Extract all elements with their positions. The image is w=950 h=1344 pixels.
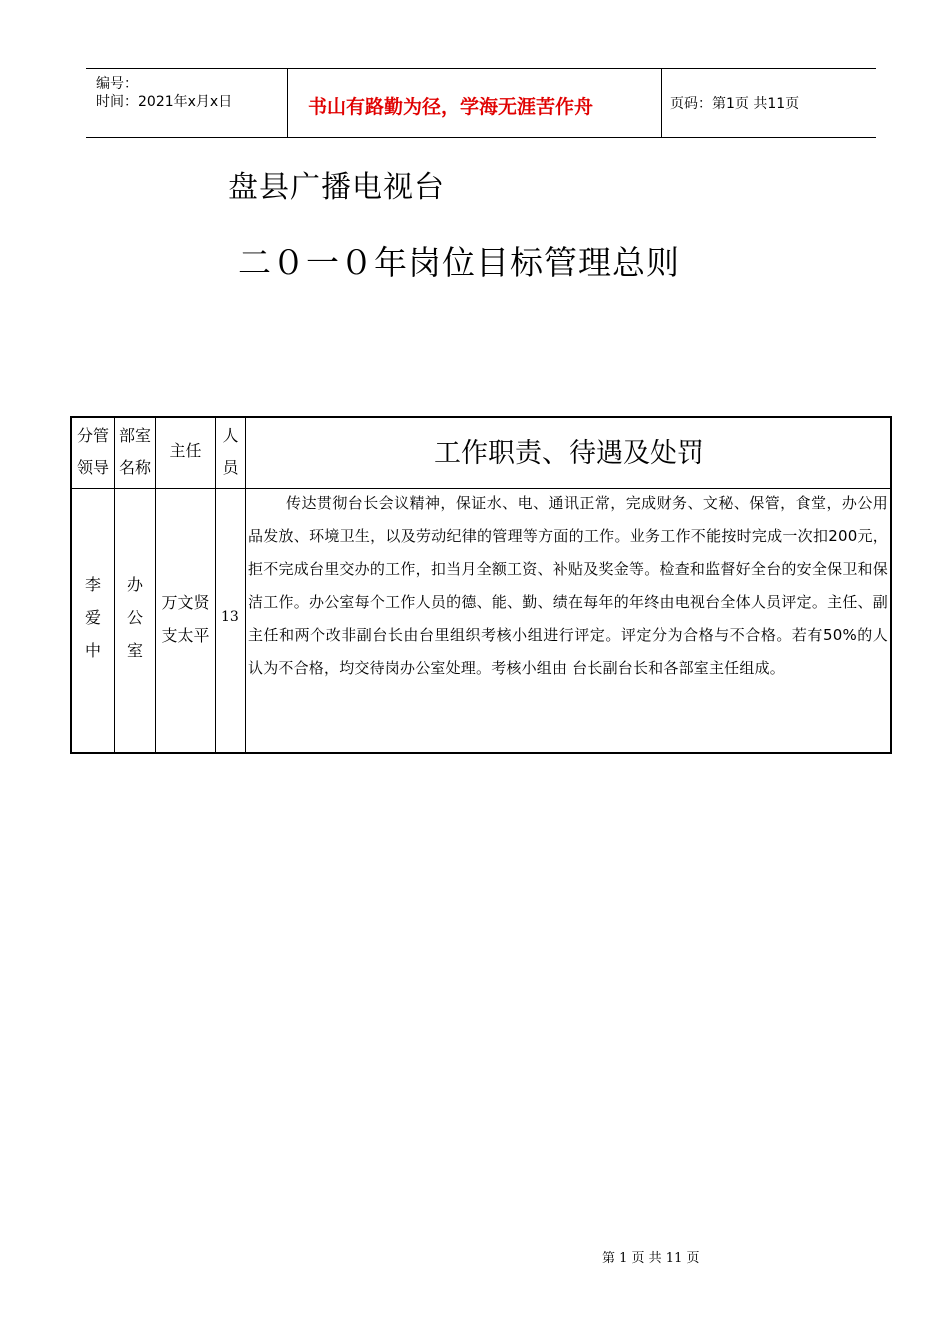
document-title-line2: 二０一０年岗位目标管理总则: [238, 243, 680, 282]
header-dept: [115, 420, 155, 484]
header-staff-line2: 员: [222, 458, 239, 477]
document-header: [86, 68, 876, 138]
header-duties: 工作职责、待遇及处罚: [434, 438, 704, 469]
header-leader: [72, 420, 114, 484]
director-name: 支太平: [161, 626, 210, 645]
header-meta: [86, 69, 288, 137]
cell-staff: 13: [221, 609, 239, 625]
dept-char: 办: [126, 575, 143, 594]
cell-leader: [72, 568, 114, 667]
number-label: 编号：: [96, 76, 138, 92]
dept-char: 公: [126, 608, 143, 627]
leader-char: 爱: [84, 608, 101, 627]
cell-duties: 传达贯彻台长会议精神，保证水、电、通讯正常，完成财务、文秘、保管，食堂，办公用品发放、环境卫生，以及劳动纪律的管理等方面的工作。业务工作不能按时完成一次扣200元，拒不完成台里交办的工作，扣当月全额工资、补贴及奖金等。检查和监督好全台的安全保卫和保洁工作。办公室每个工作人员的德、能、勤、绩在每年的年终由电视台全体人员评定。主任、副主任和两个改非副台长由台里组织考核小组进行评定。评定分为合格与不合格。若有50%的人认为不合格，均交待岗办公室处理。考核小组由 台长副台长和各部室主任组成。: [248, 494, 888, 677]
leader-char: 中: [84, 641, 101, 660]
header-motto: 书山有路勤为径，学海无涯苦作舟: [308, 96, 594, 118]
cell-dept: [115, 568, 155, 667]
duties-table: [70, 416, 892, 754]
page-footer: 第 1 页 共 11 页: [602, 1251, 700, 1266]
header-leader-line2: 领导: [76, 458, 109, 477]
header-motto-cell: [288, 69, 662, 137]
header-leader-line1: 分管: [76, 426, 109, 445]
header-dept-line2: 名称: [118, 458, 151, 477]
document-title-line1: 盘县广播电视台: [228, 170, 445, 205]
time-label: 时间：2021年x月x日: [96, 94, 233, 110]
header-staff: [216, 420, 245, 484]
director-name: 万文贤: [161, 593, 210, 612]
header-staff-line1: 人: [222, 426, 239, 445]
header-page-info: 页码：第1页 共11页: [670, 96, 800, 112]
dept-char: 室: [126, 641, 143, 660]
cell-director: [156, 586, 215, 652]
header-dept-line1: 部室: [118, 426, 151, 445]
column-divider: [155, 418, 156, 752]
leader-char: 李: [84, 575, 101, 594]
header-director: 主任: [169, 441, 202, 460]
